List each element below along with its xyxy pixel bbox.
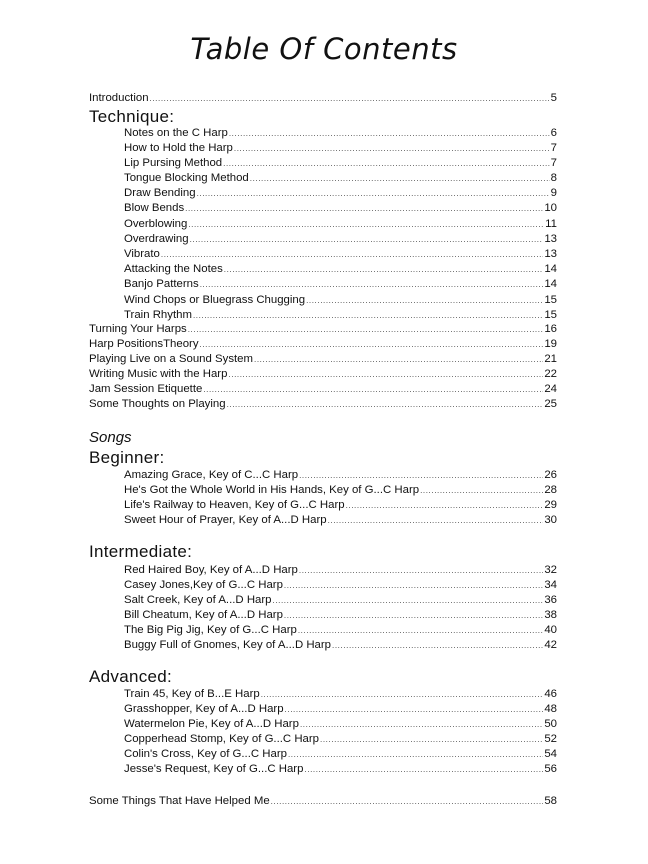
- entry-title: Jam Session Etiquette: [89, 383, 203, 396]
- dot-leader: [285, 702, 544, 717]
- entry-title: Overblowing: [124, 217, 188, 230]
- toc-entry: [124, 156, 557, 171]
- toc-entry: [124, 638, 557, 653]
- toc-entry: [124, 262, 557, 277]
- entry-page-number: 48: [544, 702, 557, 715]
- entry-page-number: 11: [545, 217, 557, 230]
- entry-page-number: 58: [544, 794, 557, 807]
- toc-entry: [124, 623, 557, 638]
- dot-leader: [200, 277, 544, 292]
- entry-page-number: 50: [544, 717, 557, 730]
- dot-leader: [228, 367, 543, 382]
- entry-title: Vibrato: [124, 248, 160, 260]
- toc-entry: [89, 397, 557, 412]
- entry-title: Harp PositionsTheory: [89, 337, 199, 350]
- entry-page-number: 14: [544, 263, 557, 276]
- entry-title: Writing Music with the Harp: [89, 368, 228, 381]
- toc-entry: [124, 293, 557, 308]
- toc-entry: [124, 762, 557, 777]
- dot-leader: [161, 247, 543, 262]
- entry-title: Playing Live on a Sound System: [89, 352, 253, 365]
- toc-entry: [124, 513, 557, 528]
- entry-title: The Big Pig Jig, Key of G...C Harp: [124, 624, 297, 637]
- entry-title: Colin's Cross, Key of G...C Harp: [124, 748, 287, 761]
- toc-entry: [124, 732, 557, 747]
- dot-leader: [298, 623, 543, 638]
- entry-title: Red Haired Boy, Key of A...D Harp: [124, 563, 298, 576]
- entry-page-number: 24: [544, 383, 557, 396]
- toc-entry: [124, 277, 557, 292]
- entry-title: Some Thoughts on Playing: [89, 398, 226, 411]
- toc-advanced: [124, 687, 557, 778]
- entry-page-number: 34: [544, 578, 557, 591]
- dot-leader: [188, 322, 544, 337]
- toc-entry: [89, 91, 557, 106]
- entry-title: Sweet Hour of Prayer, Key of A...D Harp: [124, 514, 327, 527]
- entry-title: Grasshopper, Key of A...D Harp: [124, 702, 284, 715]
- entry-title: Copperhead Stomp, Key of G...C Harp: [124, 733, 320, 746]
- dot-leader: [299, 468, 543, 483]
- entry-page-number: 19: [544, 337, 557, 350]
- entry-page-number: 6: [550, 126, 557, 139]
- toc-technique: [124, 126, 557, 323]
- section-heading-advanced: Advanced:: [89, 667, 173, 686]
- entry-page-number: 40: [544, 624, 557, 637]
- entry-page-number: 13: [544, 232, 557, 245]
- dot-leader: [273, 593, 544, 608]
- toc-entry: [124, 747, 557, 762]
- entry-title: Turning Your Harps: [89, 322, 187, 335]
- dot-leader: [284, 578, 543, 593]
- toc-intermediate: [124, 563, 557, 654]
- dot-leader: [328, 513, 544, 528]
- entry-page-number: 36: [544, 593, 557, 606]
- entry-page-number: 52: [544, 733, 557, 746]
- entry-page-number: 10: [544, 202, 557, 215]
- dot-leader: [306, 293, 543, 308]
- entry-page-number: 30: [544, 514, 557, 527]
- entry-title: Introduction: [89, 92, 149, 104]
- dot-leader: [229, 126, 550, 141]
- entry-page-number: 14: [544, 278, 557, 291]
- toc-entry: [124, 483, 557, 498]
- toc-intro: [89, 91, 557, 106]
- dot-leader: [227, 397, 544, 412]
- entry-title: Jesse's Request, Key of G...C Harp: [124, 763, 304, 776]
- entry-page-number: 15: [544, 293, 557, 306]
- toc-entry: [124, 126, 557, 141]
- entry-page-number: 8: [550, 172, 557, 185]
- toc-entry: [89, 322, 557, 337]
- toc-entry: [124, 578, 557, 593]
- entry-page-number: 15: [544, 308, 557, 321]
- entry-page-number: 26: [544, 468, 557, 481]
- entry-title: Tongue Blocking Method: [124, 172, 249, 185]
- section-heading-technique: Technique:: [89, 107, 175, 126]
- toc-entry: [124, 186, 557, 201]
- dot-leader: [197, 186, 550, 201]
- entry-page-number: 13: [544, 248, 557, 260]
- dot-leader: [304, 762, 543, 777]
- dot-leader: [250, 171, 550, 186]
- dot-leader: [288, 747, 543, 762]
- toc-entry: [89, 794, 557, 809]
- toc-entry: [124, 717, 557, 732]
- entry-page-number: 5: [550, 92, 557, 104]
- toc-entry: [89, 352, 557, 367]
- entry-title: Train 45, Key of B...E Harp: [124, 687, 260, 700]
- dot-leader: [420, 483, 543, 498]
- entry-title: Overdrawing: [124, 232, 189, 245]
- toc-entry: [89, 367, 557, 382]
- entry-page-number: 56: [544, 763, 557, 776]
- dot-leader: [223, 156, 550, 171]
- entry-title: Life's Railway to Heaven, Key of G...C Harp: [124, 498, 345, 511]
- entry-page-number: 22: [544, 368, 557, 381]
- dot-leader: [346, 498, 544, 513]
- entry-title: Some Things That Have Helped Me: [89, 794, 270, 807]
- toc-entry: [124, 217, 557, 232]
- toc-closing: [89, 794, 557, 809]
- dot-leader: [188, 217, 544, 232]
- section-heading-intermediate: Intermediate:: [89, 542, 193, 561]
- entry-page-number: 29: [544, 498, 557, 511]
- entry-title: Lip Pursing Method: [124, 156, 223, 169]
- entry-title: Train Rhythm: [124, 308, 192, 321]
- entry-title: Banjo Patterns: [124, 278, 199, 291]
- entry-title: Salt Creek, Key of A...D Harp: [124, 593, 272, 606]
- entry-page-number: 25: [544, 398, 557, 411]
- dot-leader: [300, 717, 543, 732]
- toc-entry: [124, 201, 557, 216]
- entry-page-number: 38: [544, 609, 557, 622]
- toc-entry: [89, 337, 557, 352]
- entry-page-number: 7: [550, 141, 557, 154]
- entry-page-number: 54: [544, 748, 557, 761]
- entry-title: Notes on the C Harp: [124, 126, 228, 139]
- toc-entry: [124, 141, 557, 156]
- entry-title: Blow Bends: [124, 202, 185, 215]
- toc-general: [89, 322, 557, 413]
- toc-entry: [124, 687, 557, 702]
- dot-leader: [284, 608, 543, 623]
- section-heading-beginner: Beginner:: [89, 448, 165, 467]
- entry-title: How to Hold the Harp: [124, 141, 233, 154]
- entry-title: Watermelon Pie, Key of A...D Harp: [124, 717, 299, 730]
- toc-entry: [124, 171, 557, 186]
- entry-title: Buggy Full of Gnomes, Key of A...D Harp: [124, 639, 332, 652]
- entry-title: He's Got the Whole World in His Hands, Key of G...C Harp: [124, 483, 420, 496]
- entry-page-number: 16: [544, 322, 557, 335]
- dot-leader: [200, 337, 544, 352]
- entry-page-number: 9: [550, 187, 557, 200]
- dot-leader: [224, 262, 544, 277]
- toc-entry: [124, 247, 557, 262]
- dot-leader: [320, 732, 543, 747]
- entry-title: Casey Jones,Key of G...C Harp: [124, 578, 283, 591]
- entry-title: Bill Cheatum, Key of A...D Harp: [124, 609, 283, 622]
- dot-leader: [150, 91, 550, 106]
- dot-leader: [203, 382, 543, 397]
- entry-title: Attacking the Notes: [124, 263, 223, 276]
- entry-page-number: 7: [550, 156, 557, 169]
- entry-title: Draw Bending: [124, 187, 196, 200]
- entry-page-number: 42: [544, 639, 557, 652]
- dot-leader: [234, 141, 550, 156]
- dot-leader: [271, 794, 544, 809]
- entry-page-number: 28: [544, 483, 557, 496]
- toc-entry: [124, 563, 557, 578]
- page-title: Table Of Contents: [190, 32, 458, 66]
- toc-entry: [124, 232, 557, 247]
- toc-entry: [89, 382, 557, 397]
- entry-page-number: 32: [544, 563, 557, 576]
- dot-leader: [261, 687, 544, 702]
- toc-entry: [124, 468, 557, 483]
- dot-leader: [254, 352, 543, 367]
- toc-entry: [124, 498, 557, 513]
- dot-leader: [190, 232, 544, 247]
- entry-page-number: 46: [544, 687, 557, 700]
- toc-entry: [124, 608, 557, 623]
- entry-title: Amazing Grace, Key of C...C Harp: [124, 468, 299, 481]
- dot-leader: [185, 201, 543, 216]
- toc-beginner: [124, 468, 557, 529]
- toc-entry: [124, 593, 557, 608]
- entry-title: Wind Chops or Bluegrass Chugging: [124, 293, 306, 306]
- dot-leader: [332, 638, 543, 653]
- dot-leader: [299, 563, 543, 578]
- toc-entry: [124, 702, 557, 717]
- songs-label: Songs: [89, 429, 132, 446]
- entry-page-number: 21: [544, 352, 557, 365]
